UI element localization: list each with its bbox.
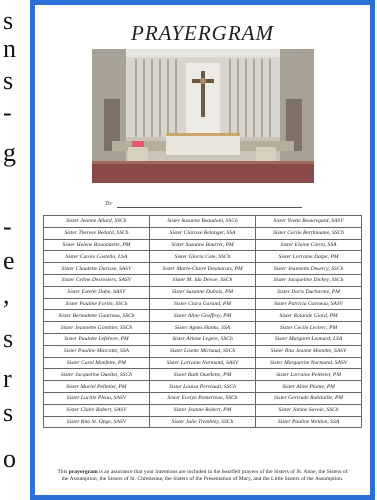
left-strip-char: - bbox=[3, 212, 12, 241]
sister-name-cell: Sister Celine Desrosiers, SASV bbox=[44, 274, 150, 286]
names-row bbox=[44, 227, 362, 239]
names-row bbox=[44, 310, 362, 322]
left-strip-char: - bbox=[3, 98, 12, 127]
left-strip-char: s bbox=[3, 398, 14, 427]
prayergram-title: PRAYERGRAM bbox=[131, 21, 274, 45]
footer-this: This bbox=[57, 469, 68, 475]
sister-name-cell: Sister Muriel Pelletier, PM bbox=[44, 381, 150, 393]
names-row bbox=[44, 392, 362, 404]
names-row bbox=[44, 322, 362, 334]
sister-name-cell: Sister Margaret Leonard, LSA bbox=[256, 333, 362, 345]
names-row bbox=[44, 345, 362, 357]
sister-name-cell: Sister Claire Robert, SASV bbox=[44, 404, 150, 416]
sister-name-cell: Sister Julie Trembley, SSCh bbox=[149, 416, 255, 428]
names-row bbox=[44, 416, 362, 428]
names-row bbox=[44, 298, 362, 310]
sister-name-cell: Sister Agnes Hanks, SSA bbox=[149, 322, 255, 334]
left-strip-char: g bbox=[3, 138, 16, 167]
sister-name-cell: Sister Bernadette Gautreau, SSCh bbox=[44, 310, 150, 322]
sister-name-cell: Sister Claudette Darisse, SASV bbox=[44, 263, 150, 275]
left-strip-char: n bbox=[3, 34, 16, 63]
sister-name-cell: Sister Rita St. Onge, SASV bbox=[44, 416, 150, 428]
names-row bbox=[44, 357, 362, 369]
sister-name-cell: Sister Ruth Ouellette, PM bbox=[149, 369, 255, 381]
sister-name-cell: Sister Marguerite Normand, SASV bbox=[256, 357, 362, 369]
sister-name-cell: Sister Janine Savoie, SSCh bbox=[256, 404, 362, 416]
left-strip-char: , bbox=[3, 280, 10, 309]
left-strip-char: s bbox=[3, 66, 14, 95]
sister-name-cell: Sister Helene Bissonnette, PM bbox=[44, 239, 150, 251]
left-text-strip bbox=[0, 0, 30, 500]
sister-name-cell: Sister Pauline Weldon, SSA bbox=[256, 416, 362, 428]
sister-name-cell: Sister Suzanne Bourret, PM bbox=[149, 239, 255, 251]
sister-name-cell: Sister Lucille Pleau, SASV bbox=[44, 392, 150, 404]
sister-name-cell: Sister Yvette Beauregard, SASV bbox=[256, 216, 362, 228]
sister-name-cell: Sister Clara Garand, PM bbox=[149, 298, 255, 310]
sister-name-cell: Sister Aline Geoffroy, PM bbox=[149, 310, 255, 322]
sister-name-cell: Sister Cecile Leclerc, PM bbox=[256, 322, 362, 334]
sister-name-cell: Sister M. Ida Devoe, SSCh bbox=[149, 274, 255, 286]
prayergram-inner bbox=[35, 5, 370, 495]
sister-name-cell: Sister Estelle Dube, SASV bbox=[44, 286, 150, 298]
names-row bbox=[44, 286, 362, 298]
sister-name-cell: Sister Carol Monfette, PM bbox=[44, 357, 150, 369]
sister-name-cell: Sister Rolande Giard, PM bbox=[256, 310, 362, 322]
names-row bbox=[44, 274, 362, 286]
left-strip-char: s bbox=[3, 324, 14, 353]
names-row bbox=[44, 216, 362, 228]
sister-name-cell: Sister Suzanne Beaudoin, SSCh bbox=[149, 216, 255, 228]
sister-name-cell: Sister Paulette Lefebvre, PM bbox=[44, 333, 150, 345]
sister-name-cell: Sister Lisette Michaud, SSCh bbox=[149, 345, 255, 357]
sister-name-cell: Sister Jeanne Robert, PM bbox=[149, 404, 255, 416]
to-blank-line bbox=[117, 207, 302, 208]
left-strip-char: s bbox=[3, 6, 14, 35]
sister-name-cell: Sister Jeanne Allard, SSCh bbox=[44, 216, 150, 228]
sister-name-cell: Sister Aline Plante, PM bbox=[256, 381, 362, 393]
chapel-altar-photo bbox=[92, 49, 314, 183]
sister-name-cell: Sister Elaine Caron, SSA bbox=[256, 239, 362, 251]
names-row bbox=[44, 333, 362, 345]
names-row bbox=[44, 369, 362, 381]
to-line-row bbox=[105, 201, 305, 211]
sister-name-cell: Sister Lorraine Normand, SASV bbox=[149, 357, 255, 369]
sister-name-cell: Sister Louisa Perreault, SSCh bbox=[149, 381, 255, 393]
footer-bold-word: prayergram bbox=[68, 469, 98, 475]
sister-name-cell: Sister Clarisse Belanger, SSA bbox=[149, 227, 255, 239]
left-strip-char: e bbox=[3, 246, 15, 275]
prayergram-footer bbox=[57, 469, 348, 483]
sister-name-cell: Sister Patricia Garneau, SASV bbox=[256, 298, 362, 310]
sister-name-cell: Sister Evelyn Pomerleau, SSCh bbox=[149, 392, 255, 404]
left-strip-char: r bbox=[3, 364, 12, 393]
sister-name-cell: Sister Suzanne Dubois, PM bbox=[149, 286, 255, 298]
sister-name-cell: Sister Jeannette Desercy, SSCh bbox=[256, 263, 362, 275]
sister-name-cell: Sister Rita Jeanne Monette, SASV bbox=[256, 345, 362, 357]
sister-name-cell: Sister Pauline Marcotte, SSA bbox=[44, 345, 150, 357]
names-row bbox=[44, 404, 362, 416]
chapel-altar-illustration bbox=[92, 49, 314, 183]
sister-name-cell: Sister Jacqueline Ouellet, SSCh bbox=[44, 369, 150, 381]
names-row bbox=[44, 381, 362, 393]
to-label: To: bbox=[105, 201, 113, 207]
sister-name-cell: Sister Doris Ducharme, PM bbox=[256, 286, 362, 298]
sister-name-cell: Sister Marie-Claire Desmarais, PM bbox=[149, 263, 255, 275]
sister-name-cell: Sister Carole Costello, LSA bbox=[44, 251, 150, 263]
sister-name-cell: Sister Gloria Cote, SSCh bbox=[149, 251, 255, 263]
sister-name-cell: Sister Arlene Legere, SSCh bbox=[149, 333, 255, 345]
sister-name-cell: Sister Therese Bedard, SSCh bbox=[44, 227, 150, 239]
names-row bbox=[44, 263, 362, 275]
sister-name-cell: Sister Lorraine Dalpe, PM bbox=[256, 251, 362, 263]
footer-rest: is an assurance that your intentions are included in the heartfelt prayers of the Sisters of St. Anne, the Sisters of the Assumption, the Sisters of St. Chretienne, the Sisters of the Presentation of Mary, and the Little Sisters of the Assumption. bbox=[61, 469, 348, 482]
sister-name-cell: Sister Jacqueline Dickey, SSCh bbox=[256, 274, 362, 286]
sisters-names-table bbox=[43, 215, 362, 428]
sister-name-cell: Sister Jeannette Gonthier, SSCh bbox=[44, 322, 150, 334]
sister-name-cell: Sister Lorraine Pelletier, PM bbox=[256, 369, 362, 381]
sister-name-cell: Sister Cecile Berthiaume, SSCh bbox=[256, 227, 362, 239]
left-strip-char: o bbox=[3, 444, 16, 473]
sister-name-cell: Sister Pauline Fortin, SSCh bbox=[44, 298, 150, 310]
names-row bbox=[44, 239, 362, 251]
sister-name-cell: Sister Gertrude Robitaille, PM bbox=[256, 392, 362, 404]
names-row bbox=[44, 251, 362, 263]
prayergram-card bbox=[30, 0, 375, 500]
